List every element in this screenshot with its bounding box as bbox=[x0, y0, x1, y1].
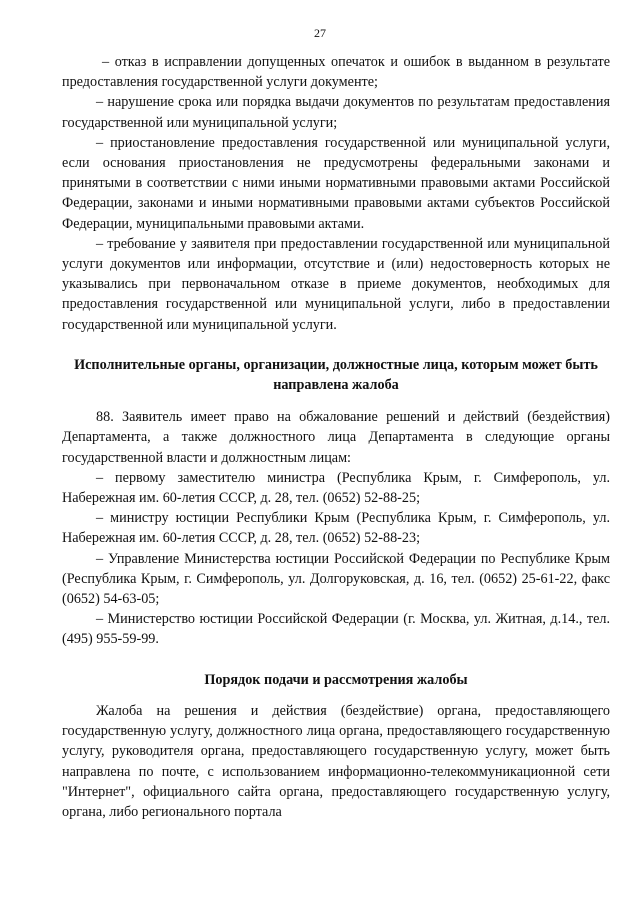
list-item: – требование у заявителя при предоставлении государственной или муниципальной услуги документов или информации, отсутствие и (или) недостоверность которых не указывались при первоначальном отказе в приеме документов, необходимых для предоставления государственной или муниципальной услуги, либо в предоставлении государственной или муниципальной услуги. bbox=[62, 235, 610, 333]
list-item: – первому заместителю министра (Республика Крым, г. Симферополь, ул. Набережная им. 60-летия СССР, д. 28, тел. (0652) 52-88-25; bbox=[62, 469, 610, 507]
list-item: – отказ в исправлении допущенных опечаток и ошибок в выданном в результате предоставления государственной услуги документе; bbox=[62, 54, 610, 91]
section-complaint-procedure bbox=[62, 701, 610, 822]
list-item: – Министерство юстиции Российской Федерации (г. Москва, ул. Житная, д.14., тел. (495) 955-59-99. bbox=[62, 611, 610, 648]
paragraph: Жалоба на решения и действия (бездействие) органа, предоставляющего государственную услугу, должностного лица органа, предоставляющего государственную услугу, руководителя органа, предоставляющего государственную услугу, может быть направлена по почте, с использованием информационно-телекоммуникационной сети "Интернет", официального сайта органа, предоставляющего государственную услугу, органа, либо регионального портала bbox=[62, 702, 610, 820]
paragraph-88: 88. Заявитель имеет право на обжалование решений и действий (бездействия) Департамента, а также должностного лица Департамента в следующие органы государственной власти и должностным лицам: bbox=[62, 409, 610, 466]
section-grounds-list bbox=[62, 52, 610, 335]
document-body bbox=[62, 52, 610, 822]
page-number: 27 bbox=[314, 26, 326, 40]
list-item: – министру юстиции Республики Крым (Республика Крым, г. Симферополь, ул. Набережная им. 60-летия СССР, д. 28, тел. (0652) 52-88-23; bbox=[62, 510, 610, 547]
list-item: – Управление Министерства юстиции Российской Федерации по Республике Крым (Республика Крым, г. Симферополь, ул. Долгоруковская, д. 16, тел. (0652) 25-61-22, факс (0652) 54-63-05; bbox=[62, 550, 610, 608]
section-heading-authorities: Исполнительные органы, организации, должностные лица, которым может быть направлена жалоба bbox=[74, 356, 598, 394]
section-authorities bbox=[62, 407, 610, 649]
section-heading-complaint-procedure: Порядок подачи и рассмотрения жалобы bbox=[204, 671, 468, 688]
list-item: – нарушение срока или порядка выдачи документов по результатам предоставления государственной или муниципальной услуги; bbox=[62, 94, 610, 131]
list-item: – приостановление предоставления государственной или муниципальной услуги, если основания приостановления не предусмотрены федеральными законами и принятыми в соответствии с ними иными нормативными правовыми актами Российской Федерации, законами и иными нормативными правовыми актами субъектов Российской Федерации, муниципальными правовыми актами. bbox=[62, 134, 610, 232]
